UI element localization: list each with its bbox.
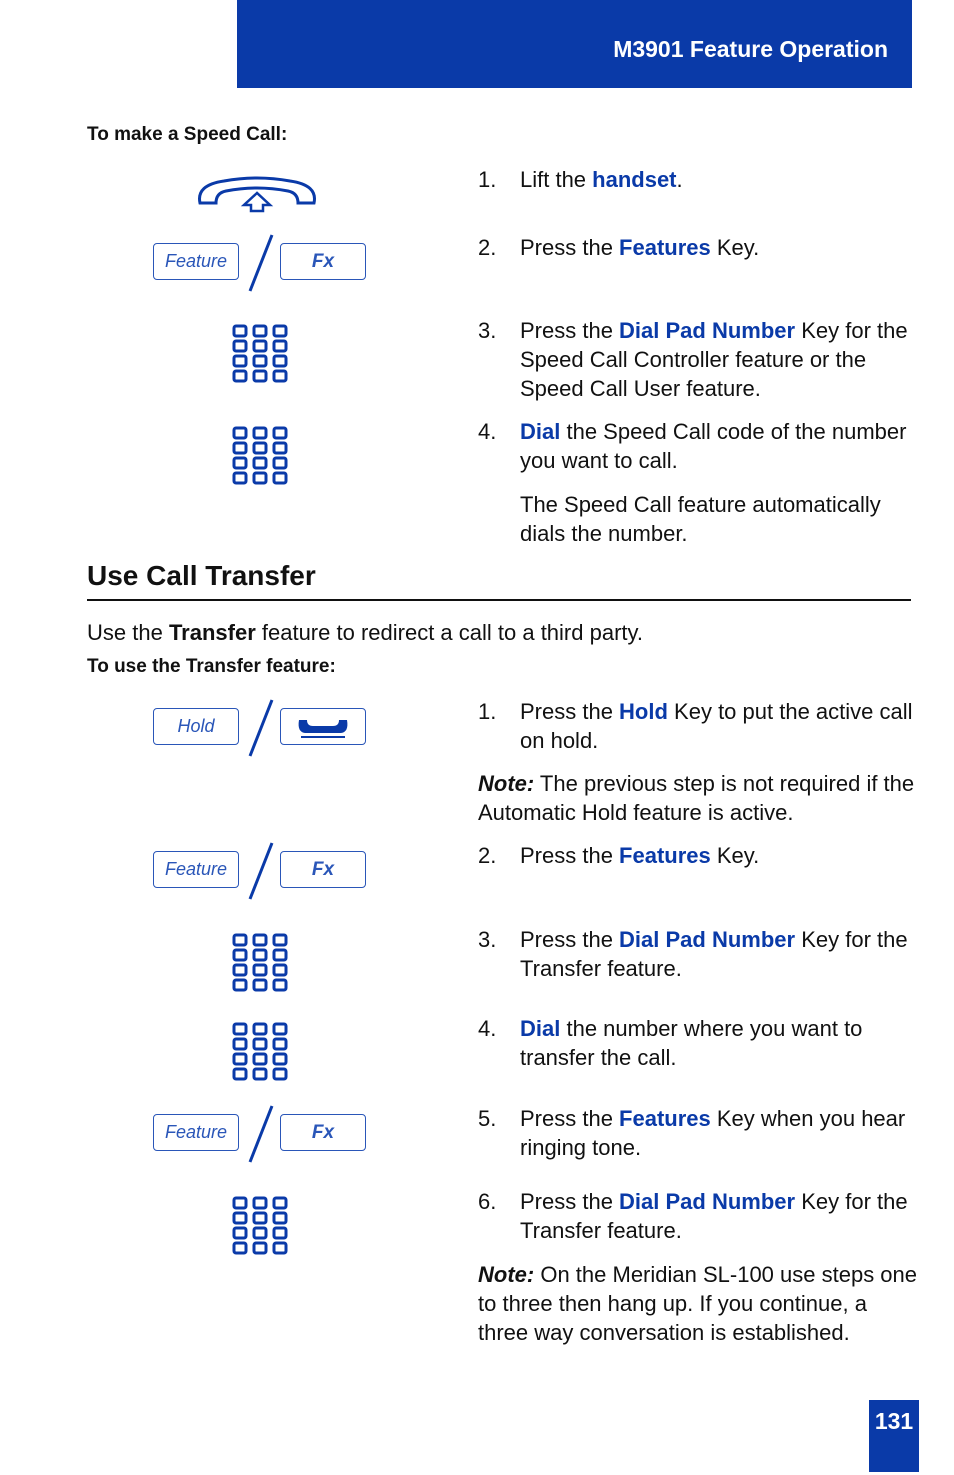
fx-key[interactable]: Fx — [280, 243, 366, 280]
speed-call-result: The Speed Call feature automatically dials the number. — [520, 492, 881, 546]
handset-key-icon — [295, 716, 351, 738]
speed-call-step-2: 2. Press the Features Key. — [478, 235, 760, 260]
or-slash-icon — [246, 841, 276, 901]
transfer-subhead: To use the Transfer feature: — [87, 656, 336, 677]
fx-key[interactable]: Fx — [280, 851, 366, 888]
speed-call-step-4: 4. Dial the Speed Call code of the number you want to call. — [478, 419, 907, 473]
or-slash-icon — [246, 1104, 276, 1164]
feature-key[interactable]: Feature — [153, 243, 239, 280]
transfer-step-3: 3. Press the Dial Pad Number Key for the Transfer feature. — [478, 927, 908, 981]
speed-call-step-1: 1. Lift the handset. — [478, 167, 683, 192]
transfer-step-5: 5. Press the Features Key when you hear ringing tone. — [478, 1106, 906, 1160]
feature-key[interactable]: Feature — [153, 851, 239, 888]
page-number: 131 — [874, 1408, 914, 1434]
or-slash-icon — [246, 698, 276, 758]
header-title: M3901 Feature Operation — [613, 36, 888, 62]
dialpad-icon — [231, 1195, 289, 1255]
dialpad-icon — [231, 1021, 289, 1081]
hold-key[interactable]: Hold — [153, 708, 239, 745]
section-divider — [87, 599, 911, 601]
section-title: Use Call Transfer — [87, 560, 316, 591]
handset-key[interactable] — [280, 708, 366, 745]
transfer-step-1: 1. Press the Hold Key to put the active call on hold. — [478, 699, 913, 753]
transfer-note-1: Note: The previous step is not required if the Automatic Hold feature is active. — [478, 771, 915, 825]
or-slash-icon — [246, 233, 276, 293]
speed-call-step-3: 3. Press the Dial Pad Number Key for the Speed Call Controller feature or the Speed Call User feature. — [478, 318, 908, 401]
dialpad-icon — [231, 323, 289, 383]
transfer-note-2: Note: On the Meridian SL-100 use steps one to three then hang up. If you continue, a three way conversation is established. — [478, 1262, 918, 1345]
dialpad-icon — [231, 425, 289, 485]
speed-call-subhead: To make a Speed Call: — [87, 124, 288, 145]
feature-key[interactable]: Feature — [153, 1114, 239, 1151]
transfer-step-6: 6. Press the Dial Pad Number Key for the Transfer feature. — [478, 1189, 908, 1243]
dialpad-icon — [231, 932, 289, 992]
header-bar — [237, 0, 912, 88]
page-number-box — [869, 1400, 919, 1472]
handset-lift-icon — [194, 175, 320, 215]
transfer-step-4: 4. Dial the number where you want to transfer the call. — [478, 1016, 863, 1070]
transfer-step-2: 2. Press the Features Key. — [478, 843, 760, 868]
transfer-intro: Use the Transfer feature to redirect a call to a third party. — [87, 620, 643, 645]
fx-key[interactable]: Fx — [280, 1114, 366, 1151]
